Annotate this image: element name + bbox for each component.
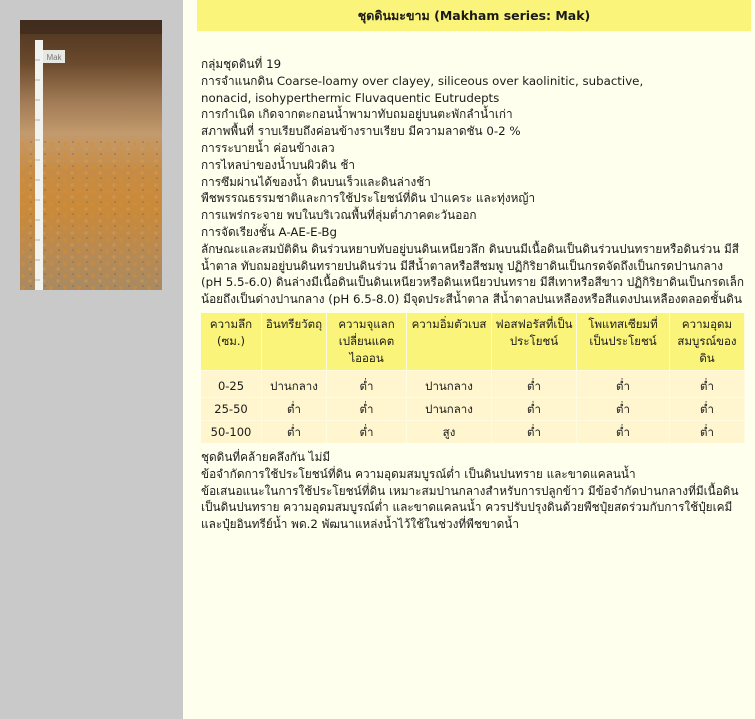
drainage-line: การระบายน้ำ ค่อนข้างเลว: [201, 140, 335, 155]
cell-base-saturation: สูง: [407, 420, 492, 443]
cell-cec: ต่ำ: [327, 420, 407, 443]
soil-group-line: กลุ่มชุดดินที่ 19: [201, 57, 282, 71]
table-row: [201, 420, 745, 443]
characteristics-paragraph: ลักษณะและสมบัติดิน ดินร่วนหยาบทับอยู่บนดินเหนียวลึก ดินบนมีเนื้อดินเป็นดินร่วนปนทรายหรือดินร่วน มีสีน้ำตาล ทับถมอยู่บนดินทรายปนดินร่วน มีสีน้ำตาลหรือสีชมพู ปฏิกิริยาดินเป็นกรดจัดถึงเป็นกรดปานกลาง (pH 5.5-6.0) ดินล่างมีเนื้อดินเป็นดินเหนียวหรือดินเหนียวปนทราย มีสีเทาหรือสีขาว ปฏิกิริยาดินเป็นกรดเล็กน้อยถึงเป็นด่างปานกลาง (pH 6.5-8.0) มีจุดประสีน้ำตาล สีน้ำตาลปนเหลืองหรือสีแดงปนเหลืองตลอดชั้นดิน: [201, 241, 745, 307]
cell-phosphorus: ต่ำ: [492, 397, 577, 420]
classification-line: การจำแนกดิน Coarse-loamy over clayey, siliceous over kaolinitic, subactive,: [201, 73, 644, 88]
vegetation-line: พืชพรรณธรรมชาติและการใช้ประโยชน์ที่ดิน ป่าแคระ และทุ่งหญ้า: [201, 191, 536, 206]
page-title: ชุดดินมะขาม (Makham series: Mak): [197, 0, 751, 31]
header-cec: ความจุแลกเปลี่ยนแคตไอออน: [327, 313, 407, 371]
cell-depth: 50-100: [201, 420, 262, 443]
header-organic-matter: อินทรียวัตถุ: [262, 313, 327, 371]
origin-line: การกำเนิด เกิดจากตะกอนน้ำพามาทับถมอยู่บนตะพักลำน้ำเก่า: [201, 107, 513, 122]
right-panel: [183, 0, 755, 719]
cell-potassium: ต่ำ: [577, 370, 670, 397]
scale-label: Mak: [46, 53, 62, 62]
distribution-line: การแพร่กระจาย พบในบริเวณพื้นที่ลุ่มต่ำภาคตะวันออก: [201, 208, 477, 223]
table-header-row: [201, 313, 745, 371]
cell-depth: 0-25: [201, 370, 262, 397]
cell-potassium: ต่ำ: [577, 397, 670, 420]
header-potassium: โพแทสเซียมที่เป็นประโยชน์: [577, 313, 670, 371]
cell-organic-matter: ปานกลาง: [262, 370, 327, 397]
cell-organic-matter: ต่ำ: [262, 397, 327, 420]
cell-fertility: ต่ำ: [670, 370, 745, 397]
header-phosphorus: ฟอสฟอรัสที่เป็นประโยชน์: [492, 313, 577, 371]
cell-fertility: ต่ำ: [670, 420, 745, 443]
cell-base-saturation: ปานกลาง: [407, 397, 492, 420]
header-base-saturation: ความอิ่มตัวเบส: [407, 313, 492, 371]
table-row: [201, 397, 745, 420]
soil-properties-table: [201, 313, 745, 443]
cell-phosphorus: ต่ำ: [492, 420, 577, 443]
runoff-line: การไหลบ่าของน้ำบนผิวดิน ช้า: [201, 157, 355, 172]
soil-profile-photo: [20, 20, 162, 290]
cell-base-saturation: ปานกลาง: [407, 370, 492, 397]
header-depth: ความลึก (ซม.): [201, 313, 262, 371]
table-row: [201, 370, 745, 397]
limitations-line: ข้อจำกัดการใช้ประโยชน์ที่ดิน ความอุดมสมบูรณ์ต่ำ เป็นดินปนทราย และขาดแคลนน้ำ: [201, 466, 636, 481]
horizon-sequence-line: การจัดเรียงชั้น A-AE-E-Bg: [201, 224, 337, 239]
cell-cec: ต่ำ: [327, 370, 407, 397]
cell-fertility: ต่ำ: [670, 397, 745, 420]
permeability-line: การซึมผ่านได้ของน้ำ ดินบนเร็วและดินล่างช้า: [201, 174, 431, 189]
soil-description: [201, 56, 746, 533]
left-panel: [0, 0, 183, 719]
suggestions-paragraph: ข้อเสนอแนะในการใช้ประโยชน์ที่ดิน เหมาะสมปานกลางสำหรับการปลูกข้าว มีข้อจำกัดปานกลางที่มีเนื้อดินเป็นดินปนทราย ความอุดมสมบูรณ์ต่ำ และขาดแคลนน้ำ ควรปรับปรุงดินด้วยพืชปุ๋ยสดร่วมกับการใช้ปุ๋ยเคมีและปุ๋ยอินทรีย์น้ำ พด.2 พัฒนาแหล่งน้ำไว้ใช้ในช่วงที่พืชขาดน้ำ: [201, 483, 739, 532]
terrain-line: สภาพพื้นที่ ราบเรียบถึงค่อนข้างราบเรียบ มีความลาดชัน 0-2 %: [201, 124, 521, 139]
cell-depth: 25-50: [201, 397, 262, 420]
classification-line-cont: nonacid, isohyperthermic Fluvaquentic Eutrudepts: [201, 90, 500, 105]
cell-phosphorus: ต่ำ: [492, 370, 577, 397]
cell-potassium: ต่ำ: [577, 420, 670, 443]
cell-cec: ต่ำ: [327, 397, 407, 420]
cell-organic-matter: ต่ำ: [262, 420, 327, 443]
header-fertility: ความอุดมสมบูรณ์ของดิน: [670, 313, 745, 371]
similar-soils-line: ชุดดินที่คล้ายคลึงกัน ไม่มี: [201, 449, 331, 464]
